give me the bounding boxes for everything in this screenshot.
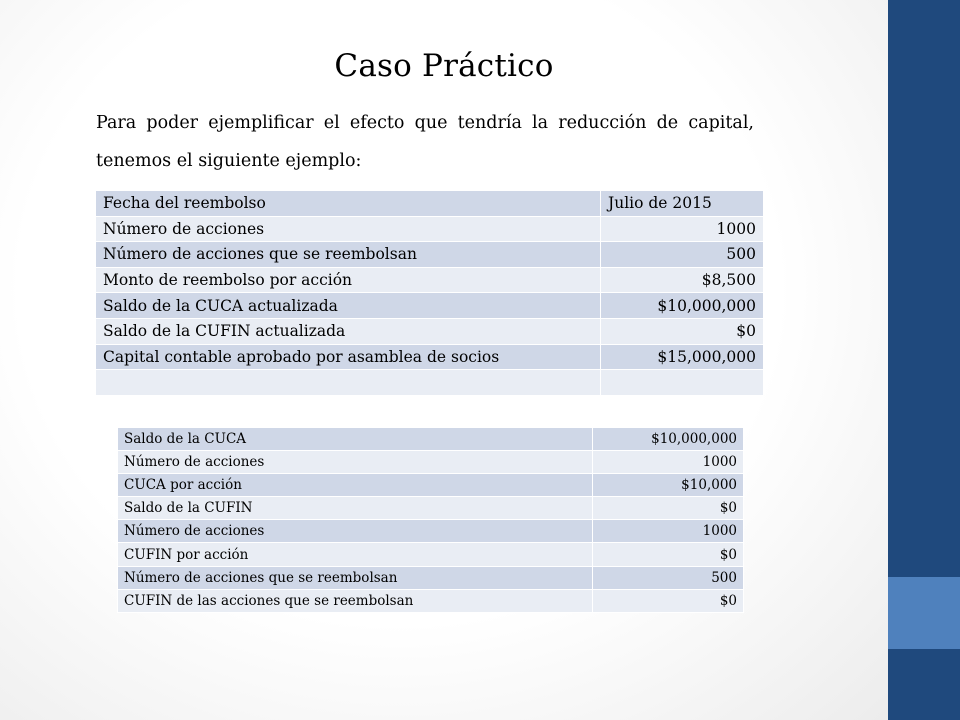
row-value: $0 — [593, 497, 744, 520]
row-label: Fecha del reembolso — [96, 191, 601, 217]
row-label: Saldo de la CUFIN actualizada — [96, 318, 601, 344]
row-value: 500 — [593, 566, 744, 589]
table-row — [96, 293, 764, 319]
row-value: $0 — [601, 318, 764, 344]
table-row — [96, 267, 764, 293]
row-label: CUFIN de las acciones que se reembolsan — [118, 589, 593, 612]
row-label: Capital contable aprobado por asamblea de socios — [96, 344, 601, 370]
table-row — [118, 520, 744, 543]
sidebar-band-top — [888, 0, 960, 577]
slide-title: Caso Práctico — [334, 48, 554, 84]
table-row — [118, 474, 744, 497]
row-value: 1000 — [593, 520, 744, 543]
sidebar-band-bottom — [888, 649, 960, 720]
intro-paragraph: Para poder ejemplificar el efecto que tendría la reducción de capital, tenemos el siguiente ejemplo: — [96, 113, 754, 171]
table-row — [96, 318, 764, 344]
row-value: 500 — [601, 242, 764, 268]
refund-data-table — [95, 190, 764, 396]
table-row — [118, 589, 744, 612]
table-row — [96, 191, 764, 217]
table-row-empty — [96, 370, 764, 396]
row-value: $15,000,000 — [601, 344, 764, 370]
row-value: 1000 — [593, 451, 744, 474]
row-label: Número de acciones — [118, 520, 593, 543]
table-row — [118, 543, 744, 566]
table-row — [96, 242, 764, 268]
row-label: CUFIN por acción — [118, 543, 593, 566]
table-row — [118, 451, 744, 474]
row-value: 1000 — [601, 216, 764, 242]
row-value: $10,000,000 — [593, 428, 744, 451]
per-share-calculation-table — [117, 427, 744, 613]
row-value: $0 — [593, 589, 744, 612]
row-label: Número de acciones — [96, 216, 601, 242]
row-label: Monto de reembolso por acción — [96, 267, 601, 293]
row-label: Saldo de la CUFIN — [118, 497, 593, 520]
row-label — [96, 370, 601, 396]
row-value: $0 — [593, 543, 744, 566]
row-value: $10,000 — [593, 474, 744, 497]
row-value: Julio de 2015 — [601, 191, 764, 217]
row-label: CUCA por acción — [118, 474, 593, 497]
row-value: $10,000,000 — [601, 293, 764, 319]
row-value — [601, 370, 764, 396]
table-row — [118, 566, 744, 589]
row-label: Saldo de la CUCA actualizada — [96, 293, 601, 319]
row-label: Número de acciones que se reembolsan — [96, 242, 601, 268]
table-row — [96, 344, 764, 370]
row-label: Número de acciones que se reembolsan — [118, 566, 593, 589]
row-label: Número de acciones — [118, 451, 593, 474]
row-label: Saldo de la CUCA — [118, 428, 593, 451]
table-row — [118, 428, 744, 451]
table-row — [118, 497, 744, 520]
sidebar-band-accent — [888, 577, 960, 649]
row-value: $8,500 — [601, 267, 764, 293]
table-row — [96, 216, 764, 242]
